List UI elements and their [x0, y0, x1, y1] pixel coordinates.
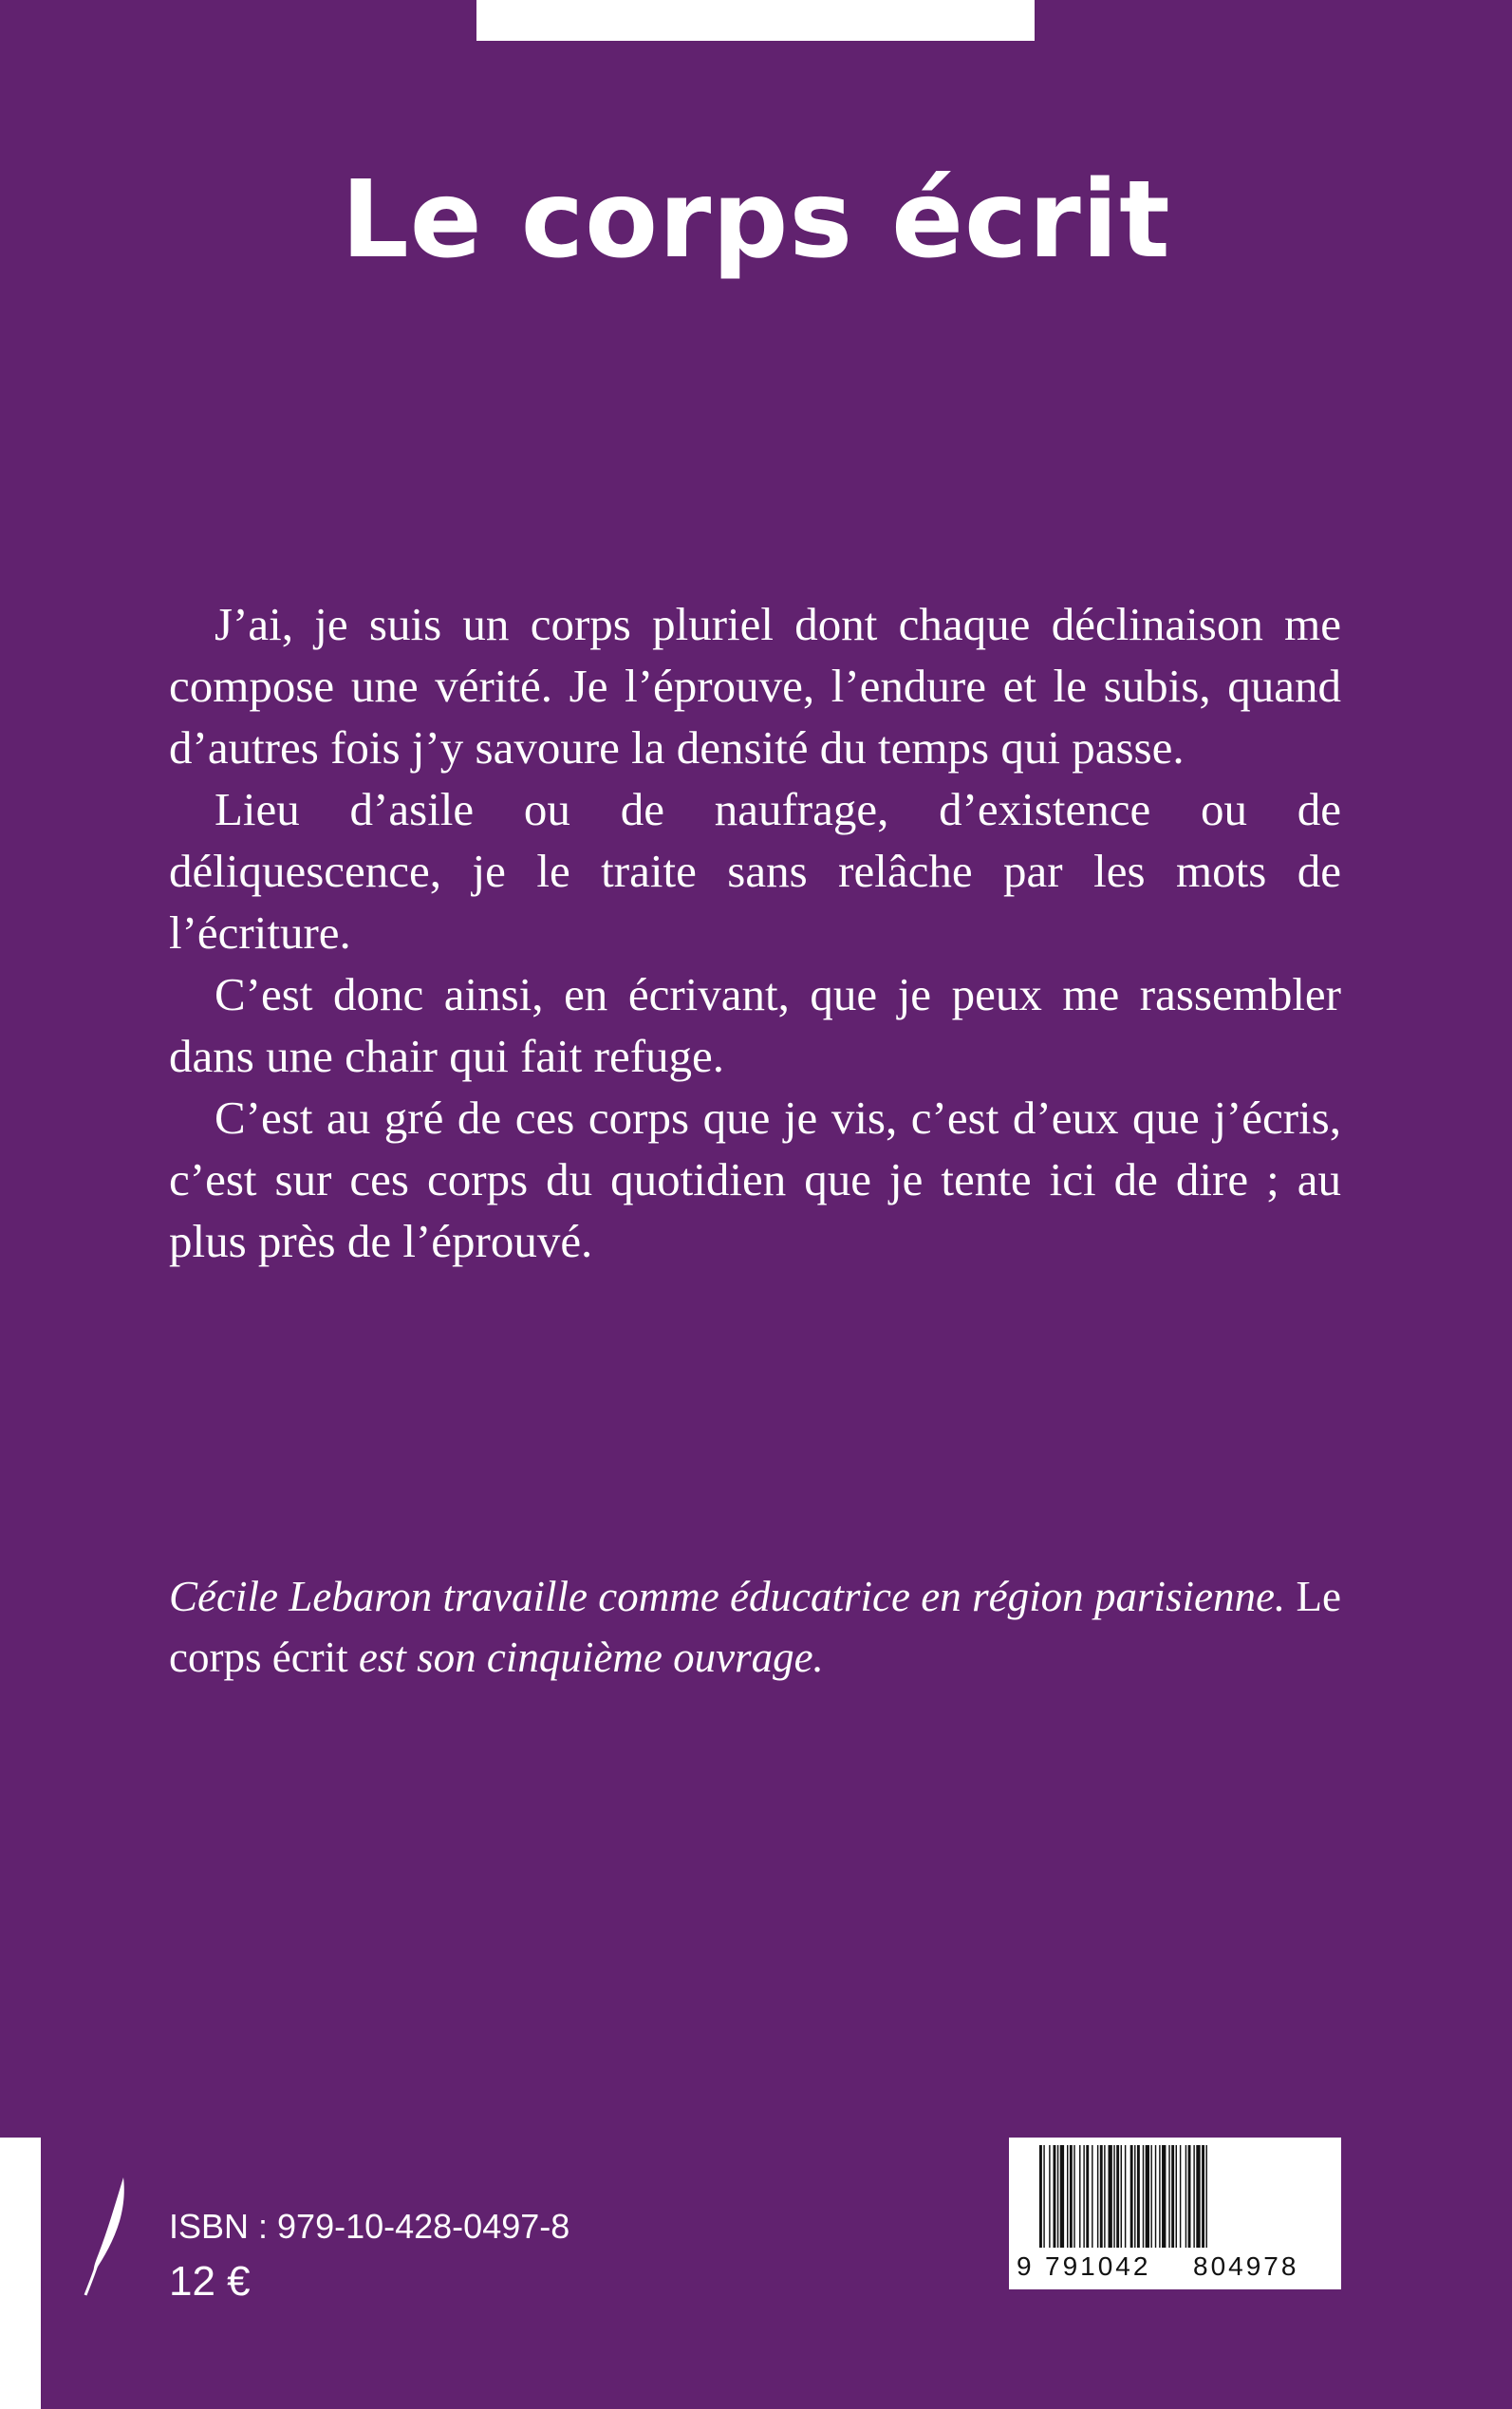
- author-note-italic-2: est son cinquième ouvrage.: [358, 1634, 824, 1681]
- barcode-first-digit: 9: [1017, 2251, 1032, 2281]
- barcode-bar: [1057, 2145, 1058, 2248]
- barcode-bar: [1205, 2145, 1206, 2248]
- blurb-paragraph: J’ai, je suis un corps pluriel dont chaque déclinaison me compose une vérité. Je l’éprouve, l’endure et le subis, quand d’autres fois j’y savoure la densité du temps qui passe.: [169, 598, 1341, 774]
- barcode-bar: [1168, 2145, 1169, 2248]
- barcode-bar: [1067, 2145, 1068, 2248]
- barcode-bar: [1134, 2145, 1135, 2248]
- barcode-bar: [1079, 2145, 1080, 2248]
- barcode-bar: [1159, 2145, 1160, 2248]
- blurb-paragraph: Lieu d’asile ou de naufrage, d’existence ou de déliquescence, je le traite sans relâche par les mots de l’écriture.: [169, 783, 1341, 959]
- barcode-bar: [1113, 2145, 1114, 2248]
- barcode-digits: [1017, 2248, 1334, 2286]
- barcode-bar: [1193, 2145, 1194, 2248]
- barcode-bar: [1086, 2145, 1089, 2248]
- barcode-bar: [1083, 2145, 1084, 2248]
- barcode-bar: [1104, 2145, 1105, 2248]
- barcode-bar: [1100, 2145, 1103, 2248]
- author-note: [169, 1566, 1341, 1688]
- barcode-bars: [1018, 2145, 1332, 2250]
- barcode-bar: [1073, 2145, 1074, 2248]
- barcode-bar: [1054, 2145, 1056, 2248]
- top-tab-strip: [476, 0, 1035, 41]
- author-note-book-title: Le corps écrit: [169, 1573, 1341, 1681]
- barcode-bar: [1143, 2145, 1144, 2248]
- barcode-bar: [1060, 2145, 1064, 2248]
- barcode-bar: [1155, 2145, 1156, 2248]
- barcode-bar: [1130, 2145, 1133, 2248]
- barcode-bar: [1121, 2145, 1122, 2248]
- barcode-right-group: 804978: [1193, 2251, 1299, 2281]
- barcode-bar: [1171, 2145, 1174, 2248]
- barcode-bar: [1039, 2145, 1042, 2248]
- left-tab-strip: [0, 2138, 41, 2409]
- barcode-bar: [1185, 2145, 1186, 2248]
- barcode: [1009, 2138, 1341, 2289]
- blurb-paragraph: C’est au gré de ces corps que je vis, c’est d’eux que j’écris, c’est sur ces corps du quotidien que je tente ici de dire ; au plus près de l’éprouvé.: [169, 1092, 1341, 1267]
- barcode-bar: [1146, 2145, 1149, 2248]
- barcode-bar: [1176, 2145, 1177, 2248]
- book-title: Le corps écrit: [341, 159, 1171, 282]
- barcode-bar: [1049, 2145, 1050, 2248]
- blurb-paragraph: C’est donc ainsi, en écrivant, que je peux me rassembler dans une chair qui fait refuge.: [169, 968, 1341, 1082]
- barcode-bar: [1137, 2145, 1140, 2248]
- isbn-text: ISBN : 979-10-428-0497-8: [169, 2207, 570, 2246]
- barcode-bar: [1180, 2145, 1181, 2248]
- author-note-italic-1: Cécile Lebaron travaille comme éducatrice en région parisienne.: [169, 1573, 1286, 1620]
- barcode-bar: [1202, 2145, 1204, 2248]
- barcode-bar: [1150, 2145, 1151, 2248]
- barcode-bar: [1043, 2145, 1044, 2248]
- barcode-bar: [1070, 2145, 1073, 2248]
- back-cover-blurb: [169, 593, 1341, 1272]
- price-text: 12 €: [169, 2258, 251, 2305]
- barcode-bar: [1162, 2145, 1166, 2248]
- barcode-bar: [1116, 2145, 1119, 2248]
- barcode-left-group: 791042: [1045, 2251, 1151, 2281]
- barcode-bar: [1109, 2145, 1112, 2248]
- barcode-bar: [1196, 2145, 1200, 2248]
- barcode-bar: [1125, 2145, 1126, 2248]
- barcode-bar: [1097, 2145, 1098, 2248]
- feather-icon: [82, 2174, 139, 2297]
- barcode-bar: [1188, 2145, 1191, 2248]
